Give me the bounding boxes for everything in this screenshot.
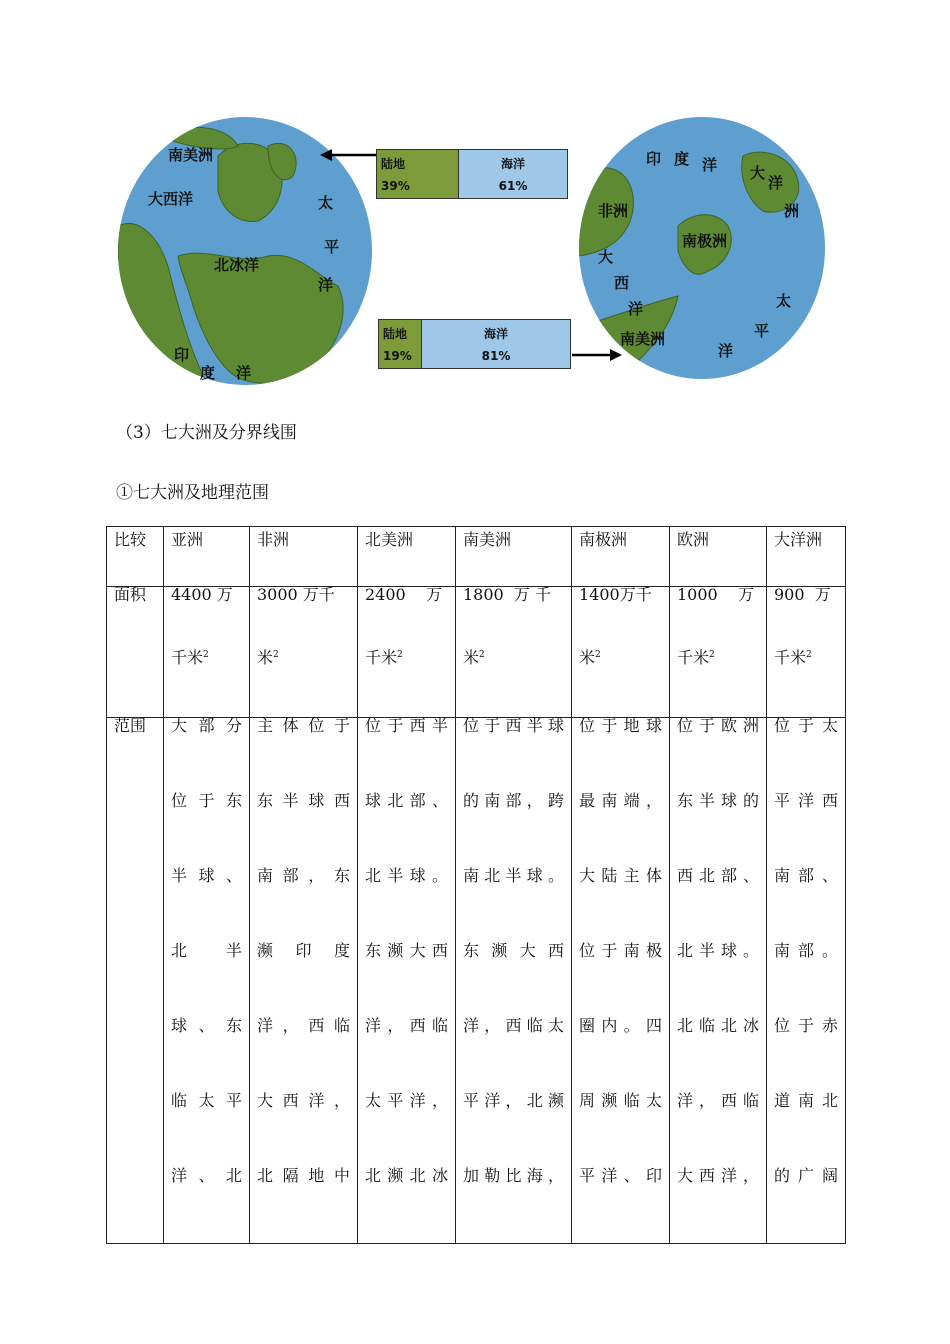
range-line: 主体位于 <box>257 716 350 735</box>
label-pacific-3: 洋 <box>318 276 334 294</box>
range-line: 洋，西临太 <box>463 1016 564 1035</box>
range-line: 南北半球。 <box>463 866 564 885</box>
range-cell <box>358 718 456 1244</box>
area-cell: 1400万千 米$^2$ <box>572 587 670 718</box>
range-line: 平洋西 <box>774 791 838 810</box>
label-atlantic-2: 西 <box>614 274 630 292</box>
area-cell: 4400 万 千米$^2$ <box>164 587 250 718</box>
land-sea-bar-south: 陆地 19% 海洋 81% <box>378 319 571 369</box>
range-line: 南部。 <box>774 941 838 960</box>
range-line: 位于西半 <box>365 716 448 735</box>
range-line: 位于赤 <box>774 1016 838 1035</box>
range-line: 南部、 <box>774 866 838 885</box>
label-indian-3: 洋 <box>236 364 252 382</box>
header-cell: 大洋洲 <box>767 527 846 587</box>
range-line: 球北部、 <box>365 791 448 810</box>
range-line: 北濒北冰 <box>365 1166 448 1185</box>
range-line: 道南北 <box>774 1091 838 1110</box>
label-atlantic-1: 大 <box>598 248 614 266</box>
area-cell: 1000 万 千米$^2$ <box>670 587 767 718</box>
range-line: 位于西半球 <box>463 716 564 735</box>
range-line: 北 半 <box>171 941 242 960</box>
table-row-range <box>107 718 846 1244</box>
range-line: 大部分 <box>171 716 242 735</box>
area-cell: 900 万 千米$^2$ <box>767 587 846 718</box>
header-cell: 比较 <box>107 527 164 587</box>
range-line: 东半球的 <box>677 791 759 810</box>
range-line: 大陆主体 <box>579 866 662 885</box>
range-line: 位于地球 <box>579 716 662 735</box>
label-oceania-2: 洋 <box>768 174 784 192</box>
table-header-row <box>107 527 846 587</box>
row-label: 面积 <box>107 587 164 718</box>
area-cell: 3000 万千 米$^2$ <box>250 587 358 718</box>
range-line: 濒 印 度 <box>257 941 350 960</box>
label-pacific-2: 平 <box>754 322 770 340</box>
range-line: 东半球西 <box>257 791 350 810</box>
range-line: 平洋，北濒 <box>463 1091 564 1110</box>
range-cell <box>767 718 846 1244</box>
range-line: 北半球。 <box>365 866 448 885</box>
range-cell <box>164 718 250 1244</box>
label-indian-1: 印 <box>646 150 662 168</box>
range-line: 球、东 <box>171 1016 242 1035</box>
range-line: 南部，东 <box>257 866 350 885</box>
south-pole-globe <box>578 116 826 380</box>
label-oceania-1: 大 <box>750 164 766 182</box>
label-atlantic: 大西洋 <box>148 190 194 208</box>
arrow-left <box>320 145 380 165</box>
header-cell: 南极洲 <box>572 527 670 587</box>
range-line: 洋，西临 <box>365 1016 448 1035</box>
continents-table <box>106 526 846 1244</box>
range-line: 位于太 <box>774 716 838 735</box>
area-cell: 2400 万 千米$^2$ <box>358 587 456 718</box>
range-line: 的广阔 <box>774 1166 838 1185</box>
range-line: 临太平 <box>171 1091 242 1110</box>
section-title: （3）七大洲及分界线围 <box>116 423 297 443</box>
range-line: 最南端， <box>579 791 662 810</box>
range-line: 圈内。四 <box>579 1016 662 1035</box>
label-antarctica: 南极洲 <box>682 232 728 250</box>
table-row-area <box>107 587 846 718</box>
label-oceania-3: 洲 <box>784 202 800 220</box>
label-indian-2: 度 <box>200 364 216 382</box>
range-cell <box>572 718 670 1244</box>
range-line: 北半球。 <box>677 941 759 960</box>
range-line: 西北部、 <box>677 866 759 885</box>
range-line: 洋、北 <box>171 1166 242 1185</box>
row-label: 范围 <box>107 718 164 1244</box>
label-arctic: 北冰洋 <box>214 256 260 274</box>
header-cell: 非洲 <box>250 527 358 587</box>
label-indian-3: 洋 <box>702 156 718 174</box>
range-line: 太平洋， <box>365 1091 448 1110</box>
label-atlantic-3: 洋 <box>628 300 644 318</box>
label-indian-2: 度 <box>674 150 690 168</box>
range-line: 位于欧洲 <box>677 716 759 735</box>
range-line: 洋，西临 <box>677 1091 759 1110</box>
land-sea-bar-north: 陆地 39% 海洋 61% <box>376 149 568 199</box>
range-line: 半球、 <box>171 866 242 885</box>
area-cell: 1800 万 千 米$^2$ <box>456 587 572 718</box>
range-line: 平洋、印 <box>579 1166 662 1185</box>
range-line: 北临北冰 <box>677 1016 759 1035</box>
label-pacific-3: 洋 <box>718 342 734 360</box>
label-indian-1: 印 <box>174 346 190 364</box>
label-pacific-2: 平 <box>324 238 340 256</box>
range-cell <box>456 718 572 1244</box>
label-south-america: 南美洲 <box>620 330 666 348</box>
label-pacific-1: 太 <box>776 292 792 310</box>
header-cell: 南美洲 <box>456 527 572 587</box>
range-line: 洋，西临 <box>257 1016 350 1035</box>
range-line: 位于东 <box>171 791 242 810</box>
range-cell <box>670 718 767 1244</box>
subsection-title: ①七大洲及地理范围 <box>116 483 269 503</box>
range-line: 加勒比海， <box>463 1166 564 1185</box>
label-africa: 非洲 <box>598 202 629 220</box>
header-cell: 亚洲 <box>164 527 250 587</box>
range-line: 位于南极 <box>579 941 662 960</box>
range-line: 大西洋， <box>257 1091 350 1110</box>
label-pacific-1: 太 <box>318 194 334 212</box>
range-line: 东濒大西 <box>463 941 564 960</box>
range-line: 大西洋， <box>677 1166 759 1185</box>
range-line: 的南部，跨 <box>463 791 564 810</box>
range-line: 周濒临太 <box>579 1091 662 1110</box>
range-cell <box>250 718 358 1244</box>
header-cell: 欧洲 <box>670 527 767 587</box>
range-line: 东濒大西 <box>365 941 448 960</box>
header-cell: 北美洲 <box>358 527 456 587</box>
range-line: 北隔地中 <box>257 1166 350 1185</box>
label-south-america: 南美洲 <box>168 146 214 164</box>
